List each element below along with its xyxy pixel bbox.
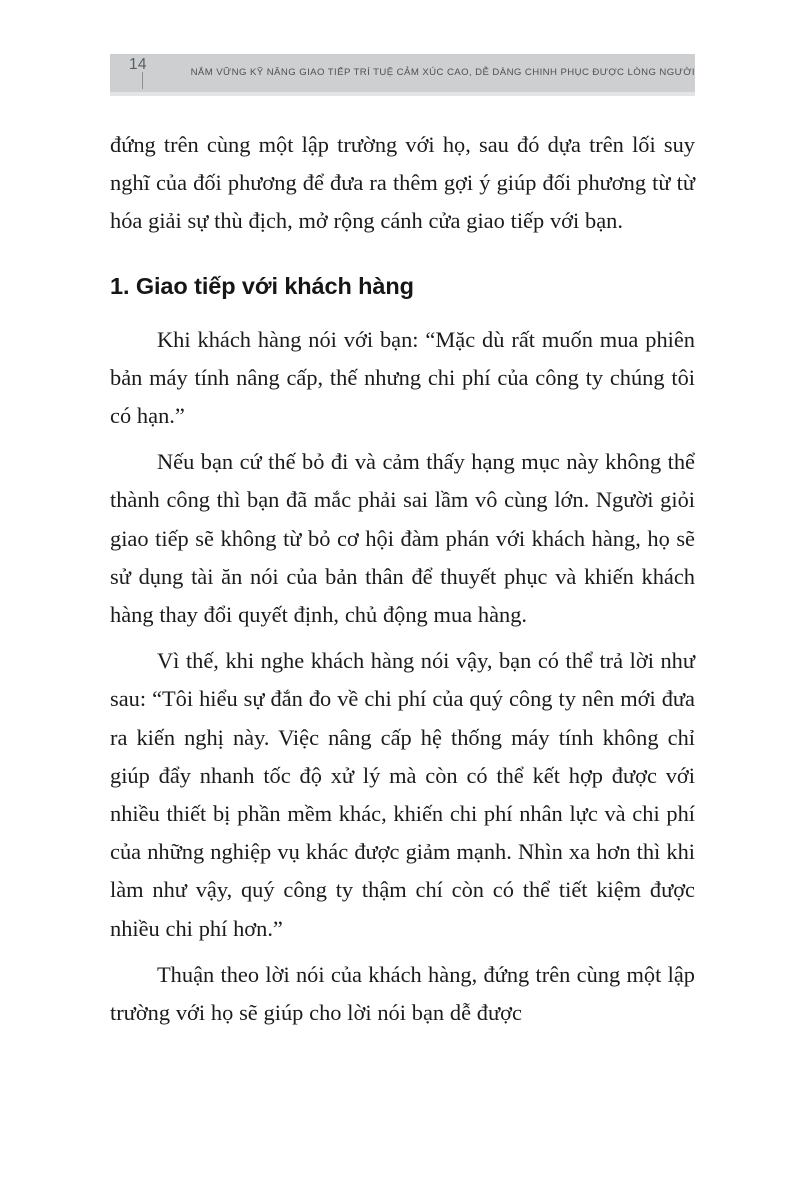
section-heading: 1. Giao tiếp với khách hàng xyxy=(110,272,414,299)
running-header-title: NẮM VỮNG KỸ NĂNG GIAO TIẾP TRÍ TUỆ CẢM XÚC CAO, DỄ DÀNG CHINH PHỤC ĐƯỢC LÒNG NGƯỜI xyxy=(190,67,695,79)
page-number-value: 14 xyxy=(129,55,147,73)
folio-divider xyxy=(142,72,143,89)
body-paragraph-1: Khi khách hàng nói với bạn: “Mặc dù rất muốn mua phiên bản máy tính nâng cấp, thế nhưng chi phí của công ty chúng tôi có hạn.” xyxy=(110,326,695,429)
running-header xyxy=(110,54,695,92)
paragraph-spacer xyxy=(110,948,695,956)
body-paragraph-2: Nếu bạn cứ thế bỏ đi và cảm thấy hạng mục này không thể thành công thì bạn đã mắc phải sai lầm vô cùng lớn. Người giỏi giao tiếp sẽ không từ bỏ cơ hội đàm phán với khách hàng, họ sẽ sử dụng tài ăn nói của bản thân để thuyết phục và khiến khách hàng thay đổi quyết định, chủ động mua hàng. xyxy=(110,449,695,628)
paragraph-spacer xyxy=(110,435,695,443)
intro-paragraph: đứng trên cùng một lập trường với họ, sau đó dựa trên lối suy nghĩ của đối phương để đưa ra thêm gợi ý giúp đối phương từ từ hóa giải sự thù địch, mở rộng cánh cửa giao tiếp với bạn. xyxy=(110,132,695,234)
body-paragraph-4: Thuận theo lời nói của khách hàng, đứng trên cùng một lập trường với họ sẽ giúp cho lời nói bạn dễ được xyxy=(110,961,695,1026)
page-number xyxy=(110,57,160,90)
paragraph-spacer xyxy=(110,634,695,642)
text-column xyxy=(110,126,695,1032)
spacer-before-heading xyxy=(110,241,695,271)
spacer-after-heading xyxy=(110,301,695,321)
body-paragraph-3: Vì thế, khi nghe khách hàng nói vậy, bạn có thể trả lời như sau: “Tôi hiểu sự đắn đo về chi phí của quý công ty nên mới đưa ra kiến nghị này. Việc nâng cấp hệ thống máy tính không chỉ giúp đẩy nhanh tốc độ xử lý mà còn có thể kết hợp được với nhiều thiết bị phần mềm khác, khiến chi phí nhân lực và chi phí của những nghiệp vụ khác được giảm mạnh. Nhìn xa hơn thì khi làm như vậy, quý công ty thậm chí còn có thể tiết kiệm được nhiều chi phí hơn.” xyxy=(110,648,695,941)
